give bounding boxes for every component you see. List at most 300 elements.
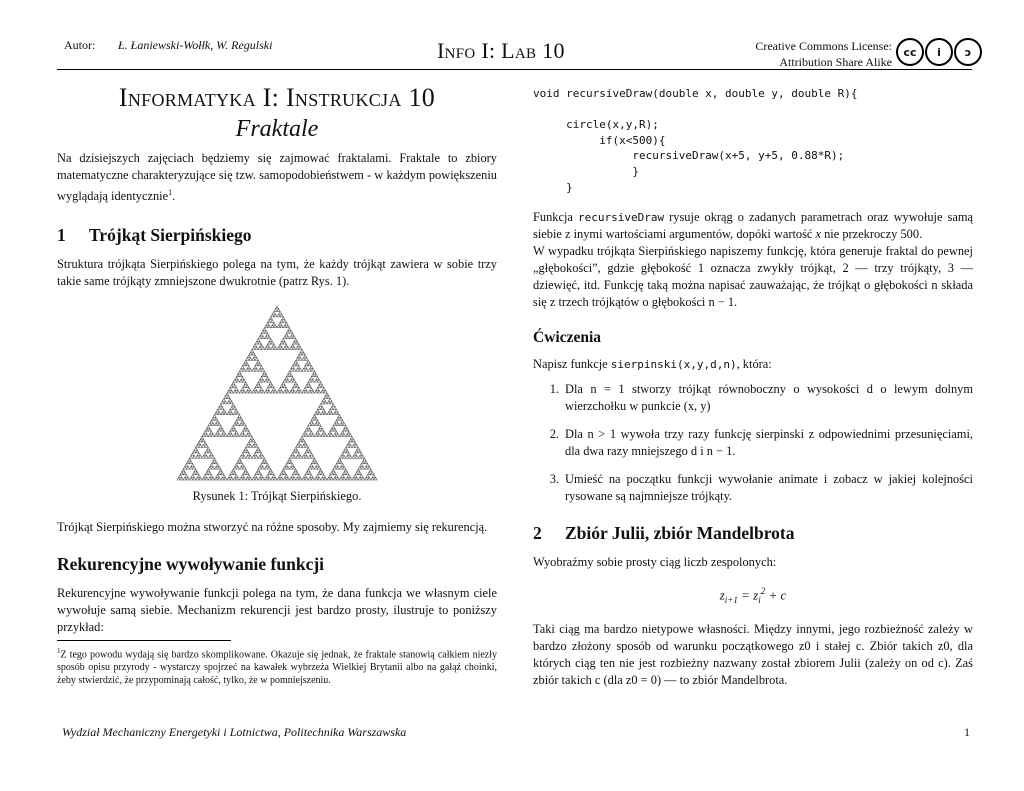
sierpinski-subtriangle — [297, 366, 300, 369]
sierpinski-subtriangle — [318, 385, 321, 388]
sierpinski-subtriangle — [219, 404, 222, 407]
sierpinski-subtriangle — [335, 475, 338, 478]
sierpinski-subtriangle — [352, 477, 355, 480]
sierpinski-subtriangle — [293, 390, 296, 393]
sierpinski-subtriangle — [340, 418, 343, 421]
sierpinski-subtriangle — [363, 458, 366, 461]
sierpinski-subtriangle — [344, 448, 347, 451]
sierpinski-subtriangle — [275, 306, 278, 309]
sierpinski-subtriangle — [290, 336, 293, 339]
sierpinski-subtriangle — [246, 428, 249, 431]
sierpinski-subtriangle — [222, 431, 225, 434]
sierpinski-subtriangle — [224, 477, 227, 480]
sierpinski-subtriangle — [241, 377, 244, 380]
sierpinski-subtriangle — [311, 456, 314, 459]
sierpinski-subtriangle — [233, 412, 236, 415]
exercise-3: Umieść na początku funkcji wywołanie animate i zobacz w jakiej kolejności rysowane są najmniejsze trójkąty. — [565, 472, 973, 504]
sierpinski-subtriangle — [196, 477, 199, 480]
sierpinski-subtriangle — [255, 390, 258, 393]
sierpinski-subtriangle — [357, 469, 360, 472]
sierpinski-subtriangle — [250, 437, 253, 440]
sierpinski-subtriangle — [190, 467, 193, 470]
sierpinski-subtriangle — [349, 439, 352, 442]
sierpinski-subtriangle — [261, 336, 264, 339]
sierpinski-subtriangle — [280, 314, 283, 317]
sierpinski-subtriangle — [333, 467, 336, 470]
sierpinski-subtriangle — [358, 472, 361, 475]
sierpinski-subtriangle — [183, 467, 186, 470]
sierpinski-subtriangle — [265, 390, 268, 393]
sierpinski-subtriangle — [374, 477, 377, 480]
document-subtitle: Fraktale — [235, 116, 319, 142]
sierpinski-subtriangle — [258, 363, 261, 366]
sierpinski-subtriangle — [310, 475, 313, 478]
sierpinski-subtriangle — [283, 477, 286, 480]
sierpinski-subtriangle — [291, 377, 294, 380]
sierpinski-subtriangle — [316, 431, 319, 434]
sierpinski-subtriangle — [321, 477, 324, 480]
section-number: 2 — [533, 523, 542, 544]
sierpinski-subtriangle — [238, 371, 241, 374]
sierpinski-subtriangle — [283, 320, 286, 323]
sierpinski-subtriangle — [243, 428, 246, 431]
sierpinski-subtriangle — [319, 382, 322, 385]
sierpinski-subtriangle — [218, 407, 221, 410]
sierpinski-subtriangle — [205, 450, 208, 453]
sierpinski-subtriangle — [265, 347, 268, 350]
sierpinski-subtriangle — [288, 328, 291, 331]
sierpinski-subtriangle — [236, 418, 239, 421]
sierpinski-subtriangle — [211, 467, 214, 470]
sierpinski-subtriangle — [305, 477, 308, 480]
sierpinski-subtriangle — [308, 380, 311, 383]
sierpinski-subtriangle — [266, 475, 269, 478]
sierpinski-subtriangle — [246, 390, 249, 393]
footnote-divider — [57, 640, 231, 641]
sierpinski-subtriangle — [354, 442, 357, 445]
sierpinski-subtriangle — [271, 477, 274, 480]
sierpinski-subtriangle — [299, 358, 302, 361]
sierpinski-subtriangle — [265, 461, 268, 464]
sierpinski-subtriangle — [283, 472, 286, 475]
sierpinski-subtriangle — [265, 477, 268, 480]
sierpinski-subtriangle — [286, 390, 289, 393]
sierpinski-subtriangle — [293, 380, 296, 383]
sierpinski-subtriangle — [252, 390, 255, 393]
sierpinski-subtriangle — [258, 477, 261, 480]
sierpinski-subtriangle — [310, 453, 313, 456]
sierpinski-subtriangle — [252, 456, 255, 459]
sierpinski-subtriangle — [272, 312, 275, 315]
sierpinski-subtriangle — [257, 448, 260, 451]
sierpinski-subtriangle — [215, 461, 218, 464]
sierpinski-subtriangle — [241, 388, 244, 391]
sierpinski-subtriangle — [211, 477, 214, 480]
ex-intro-text-b: , która: — [736, 357, 772, 372]
sierpinski-subtriangle — [255, 450, 258, 453]
sierpinski-subtriangle — [311, 461, 314, 464]
sierpinski-subtriangle — [186, 467, 189, 470]
ex-intro-text-a: Napisz funkcje — [533, 357, 611, 372]
sierpinski-subtriangle — [341, 420, 344, 423]
sierpinski-subtriangle — [340, 423, 343, 426]
figure-1 — [57, 304, 497, 505]
section-2-intro: Wyobraźmy sobie prosty ciąg liczb zespolonych: — [533, 555, 777, 570]
sierpinski-subtriangle — [238, 458, 241, 461]
sierpinski-subtriangle — [361, 456, 364, 459]
sierpinski-subtriangle — [304, 388, 307, 391]
sierpinski-subtriangle — [315, 390, 318, 393]
sierpinski-subtriangle — [297, 388, 300, 391]
sierpinski-subtriangle — [241, 475, 244, 478]
sierpinski-subtriangle — [324, 434, 327, 437]
sierpinski-subtriangle — [294, 469, 297, 472]
sierpinski-subtriangle — [244, 361, 247, 364]
sierpinski-subtriangle — [297, 442, 300, 445]
exercise-list — [533, 381, 973, 505]
sierpinski-subtriangle — [252, 439, 255, 442]
sierpinski-subtriangle — [336, 434, 339, 437]
sierpinski-subtriangle — [268, 472, 271, 475]
sierpinski-subtriangle — [193, 450, 196, 453]
sierpinski-subtriangle — [321, 472, 324, 475]
sierpinski-subtriangle — [299, 445, 302, 448]
sierpinski-subtriangle — [286, 380, 289, 383]
sierpinski-subtriangle — [283, 347, 286, 350]
sierpinski-subtriangle — [336, 423, 339, 426]
sierpinski-subtriangle — [316, 464, 319, 467]
sierpinski-subtriangle — [294, 448, 297, 451]
sierpinski-subtriangle — [268, 390, 271, 393]
sierpinski-subtriangle — [321, 434, 324, 437]
sierpinski-subtriangle — [241, 431, 244, 434]
sierpinski-subtriangle — [177, 477, 180, 480]
sierpinski-subtriangle — [329, 475, 332, 478]
sierpinski-subtriangle — [283, 385, 286, 388]
sierpinski-subtriangle — [313, 458, 316, 461]
sierpinski-subtriangle — [196, 456, 199, 459]
sierpinski-subtriangle — [346, 434, 349, 437]
sierpinski-subtriangle — [283, 380, 286, 383]
sierpinski-subtriangle — [291, 388, 294, 391]
sierpinski-subtriangle — [180, 477, 183, 480]
section-heading-2 — [533, 525, 973, 542]
sierpinski-subtriangle — [197, 475, 200, 478]
left-column — [57, 80, 497, 687]
sierpinski-subtriangle — [208, 434, 211, 437]
sierpinski-triangle-image — [175, 304, 379, 482]
sierpinski-subtriangle — [277, 325, 280, 328]
sierpinski-subtriangle — [241, 366, 244, 369]
sierpinski-subtriangle — [290, 477, 293, 480]
section-title: Trójkąt Sierpińskiego — [89, 225, 252, 246]
sierpinski-subtriangle — [221, 477, 224, 480]
sierpinski-subtriangle — [260, 333, 263, 336]
sierpinski-subtriangle — [199, 477, 202, 480]
sierpinski-subtriangle — [200, 437, 203, 440]
sierpinski-subtriangle — [308, 456, 311, 459]
sierpinski-subtriangle — [255, 477, 258, 480]
sierpinski-subtriangle — [311, 434, 314, 437]
sierpinski-subtriangle — [324, 477, 327, 480]
sierpinski-subtriangle — [202, 445, 205, 448]
sierpinski-subtriangle — [194, 469, 197, 472]
sierpinski-subtriangle — [293, 369, 296, 372]
sierpinski-subtriangle — [235, 420, 238, 423]
sierpinski-subtriangle — [241, 420, 244, 423]
sierpinski-subtriangle — [246, 363, 249, 366]
sierpinski-subtriangle — [329, 409, 332, 412]
sierpinski-subtriangle — [338, 415, 341, 418]
sierpinski-subtriangle — [311, 423, 314, 426]
sierpinski-subtriangle — [336, 418, 339, 421]
sierpinski-subtriangle — [296, 456, 299, 459]
sierpinski-subtriangle — [202, 439, 205, 442]
sierpinski-subtriangle — [258, 380, 261, 383]
sierpinski-subtriangle — [219, 469, 222, 472]
sierpinski-subtriangle — [271, 320, 274, 323]
figure-caption: Rysunek 1: Trójkąt Sierpińskiego. — [192, 489, 362, 504]
sierpinski-subtriangle — [233, 385, 236, 388]
sierpinski-subtriangle — [296, 369, 299, 372]
sierpinski-subtriangle — [258, 472, 261, 475]
sierpinski-subtriangle — [329, 399, 332, 402]
sierpinski-subtriangle — [208, 423, 211, 426]
sierpinski-subtriangle — [372, 475, 375, 478]
sierpinski-subtriangle — [249, 352, 252, 355]
sierpinski-subtriangle — [218, 467, 221, 470]
sierpinski-subtriangle — [310, 464, 313, 467]
sierpinski-subtriangle — [199, 439, 202, 442]
sierpinski-subtriangle — [246, 385, 249, 388]
sierpinski-subtriangle — [302, 439, 305, 442]
sierpinski-subtriangle — [296, 445, 299, 448]
sierpinski-subtriangle — [365, 461, 368, 464]
sierpinski-subtriangle — [330, 412, 333, 415]
sierpinski-subtriangle — [208, 428, 211, 431]
sierpinski-subtriangle — [261, 369, 264, 372]
sierpinski-subtriangle — [340, 456, 343, 459]
sierpinski-subtriangle — [263, 371, 266, 374]
sierpinski-subtriangle — [327, 477, 330, 480]
sierpinski-subtriangle — [190, 477, 193, 480]
sierpinski-subtriangle — [280, 385, 283, 388]
sierpinski-subtriangle — [261, 477, 264, 480]
sierpinski-subtriangle — [266, 333, 269, 336]
sierpinski-subtriangle — [249, 439, 252, 442]
sierpinski-subtriangle — [282, 339, 285, 342]
sierpinski-subtriangle — [290, 461, 293, 464]
sierpinski-subtriangle — [266, 464, 269, 467]
sierpinski-subtriangle — [280, 325, 283, 328]
sierpinski-subtriangle — [210, 420, 213, 423]
sierpinski-subtriangle — [235, 409, 238, 412]
sierpinski-subtriangle — [291, 453, 294, 456]
sierpinski-subtriangle — [282, 317, 285, 320]
sierpinski-subtriangle — [269, 317, 272, 320]
sierpinski-subtriangle — [272, 388, 275, 391]
sierpinski-subtriangle — [230, 477, 233, 480]
sierpinski-subtriangle — [366, 464, 369, 467]
sierpinski-subtriangle — [310, 431, 313, 434]
sierpinski-subtriangle — [208, 467, 211, 470]
sierpinski-subtriangle — [249, 434, 252, 437]
sierpinski-subtriangle — [335, 420, 338, 423]
sierpinski-subtriangle — [224, 434, 227, 437]
sierpinski-subtriangle — [361, 461, 364, 464]
sierpinski-subtriangle — [343, 456, 346, 459]
sierpinski-subtriangle — [358, 477, 361, 480]
sierpinski-subtriangle — [263, 328, 266, 331]
sierpinski-subtriangle — [233, 467, 236, 470]
sierpinski-subtriangle — [285, 344, 288, 347]
sierpinski-subtriangle — [252, 477, 255, 480]
sierpinski-subtriangle — [327, 412, 330, 415]
sierpinski-subtriangle — [235, 377, 238, 380]
sierpinski-subtriangle — [316, 388, 319, 391]
sierpinski-subtriangle — [215, 412, 218, 415]
footnote-ref[interactable]: 1 — [168, 188, 173, 197]
sierpinski-subtriangle — [293, 477, 296, 480]
document-title: Informatyka I: Instrukcja 10 — [118, 83, 436, 112]
sierpinski-subtriangle — [343, 477, 346, 480]
sierpinski-subtriangle — [240, 418, 243, 421]
sierpinski-subtriangle — [283, 390, 286, 393]
sierpinski-subtriangle — [197, 453, 200, 456]
sierpinski-subtriangle — [258, 385, 261, 388]
sierpinski-subtriangle — [355, 456, 358, 459]
sierpinski-subtriangle — [341, 475, 344, 478]
sierpinski-subtriangle — [307, 426, 310, 429]
sierpinski-subtriangle — [285, 475, 288, 478]
sierpinski-subtriangle — [280, 320, 283, 323]
sierpinski-subtriangle — [327, 434, 330, 437]
sierpinski-subtriangle — [227, 434, 230, 437]
sierpinski-subtriangle — [304, 355, 307, 358]
sierpinski-subtriangle — [186, 461, 189, 464]
sierpinski-subtriangle — [235, 431, 238, 434]
sierpinski-subtriangle — [322, 388, 325, 391]
sierpinski-subtriangle — [340, 461, 343, 464]
sierpinski-subtriangle — [321, 428, 324, 431]
sierpinski-subtriangle — [240, 380, 243, 383]
sierpinski-subtriangle — [349, 434, 352, 437]
sierpinski-subtriangle — [196, 445, 199, 448]
sierpinski-subtriangle — [279, 475, 282, 478]
sierpinski-subtriangle — [315, 412, 318, 415]
sierpinski-subtriangle — [265, 325, 268, 328]
after-figure-paragraph: Trójkąt Sierpińskiego można stworzyć na różne sposoby. My zajmiemy się rekurencją. — [57, 520, 488, 535]
sierpinski-subtriangle — [240, 467, 243, 470]
sierpinski-subtriangle — [249, 477, 252, 480]
sierpinski-subtriangle — [340, 434, 343, 437]
sierpinski-subtriangle — [291, 333, 294, 336]
sierpinski-subtriangle — [255, 385, 258, 388]
sierpinski-subtriangle — [290, 331, 293, 334]
sierpinski-subtriangle — [219, 426, 222, 429]
sierpinski-subtriangle — [236, 467, 239, 470]
sierpinski-subtriangle — [365, 467, 368, 470]
sierpinski-subtriangle — [343, 434, 346, 437]
sierpinski-subtriangle — [277, 309, 280, 312]
sierpinski-subtriangle — [288, 371, 291, 374]
sierpinski-subtriangle — [361, 467, 364, 470]
sierpinski-subtriangle — [321, 412, 324, 415]
sierpinski-subtriangle — [279, 388, 282, 391]
sierpinski-subtriangle — [305, 456, 308, 459]
sierpinski-subtriangle — [272, 344, 275, 347]
sierpinski-subtriangle — [277, 477, 280, 480]
sierpinski-subtriangle — [355, 445, 358, 448]
sierpinski-subtriangle — [318, 477, 321, 480]
sierpinski-subtriangle — [260, 366, 263, 369]
sierpinski-subtriangle — [310, 420, 313, 423]
sierpinski-subtriangle — [310, 377, 313, 380]
sierpinski-subtriangle — [249, 445, 252, 448]
intro-text: Na dzisiejszych zajęciach będziemy się zajmować fraktalami. Fraktale to zbiory matematyczne charakteryzujące się tzw. samopodobieństwem - w każdym powiększeniu wyglądają identycznie — [57, 151, 497, 204]
sierpinski-subtriangle — [243, 423, 246, 426]
sierpinski-subtriangle — [274, 325, 277, 328]
sierpinski-subtriangle — [290, 347, 293, 350]
sierpinski-subtriangle — [233, 477, 236, 480]
sierpinski-subtriangle — [290, 380, 293, 383]
sierpinski-subtriangle — [260, 344, 263, 347]
sierpinski-subtriangle — [191, 475, 194, 478]
section-title: Zbiór Julii, zbiór Mandelbrota — [565, 523, 795, 544]
sierpinski-subtriangle — [233, 428, 236, 431]
sierpinski-subtriangle — [308, 369, 311, 372]
header-divider — [57, 69, 972, 70]
sierpinski-subtriangle — [335, 431, 338, 434]
sierpinski-subtriangle — [365, 477, 368, 480]
sierpinski-subtriangle — [232, 404, 235, 407]
sierpinski-subtriangle — [332, 469, 335, 472]
sierpinski-subtriangle — [243, 472, 246, 475]
sierpinski-subtriangle — [208, 456, 211, 459]
sierpinski-subtriangle — [229, 399, 232, 402]
sierpinski-subtriangle — [346, 450, 349, 453]
sierpinski-subtriangle — [285, 322, 288, 325]
sierpinski-subtriangle — [341, 464, 344, 467]
sierpinski-subtriangle — [308, 423, 311, 426]
sierpinski-subtriangle — [254, 453, 257, 456]
author-line — [64, 38, 272, 53]
sierpinski-subtriangle — [236, 477, 239, 480]
sierpinski-subtriangle — [302, 352, 305, 355]
sierpinski-subtriangle — [302, 369, 305, 372]
sierpinski-subtriangle — [196, 450, 199, 453]
sierpinski-subtriangle — [304, 366, 307, 369]
sierpinski-subtriangle — [346, 477, 349, 480]
sierpinski-subtriangle — [218, 428, 221, 431]
sierpinski-subtriangle — [243, 477, 246, 480]
sierpinski-subtriangle — [247, 453, 250, 456]
sierpinski-subtriangle — [255, 341, 258, 344]
sierpinski-subtriangle — [232, 469, 235, 472]
sierpinski-subtriangle — [285, 464, 288, 467]
sierpinski-subtriangle — [193, 456, 196, 459]
sierpinski-subtriangle — [305, 472, 308, 475]
sierpinski-subtriangle — [246, 358, 249, 361]
sierpinski-subtriangle — [291, 464, 294, 467]
sierpinski-subtriangle — [274, 309, 277, 312]
sierpinski-subtriangle — [229, 431, 232, 434]
sierpinski-subtriangle — [308, 428, 311, 431]
sierpinski-subtriangle — [302, 456, 305, 459]
sierpinski-subtriangle — [268, 347, 271, 350]
sierpinski-subtriangle — [310, 366, 313, 369]
sierpinski-subtriangle — [243, 380, 246, 383]
